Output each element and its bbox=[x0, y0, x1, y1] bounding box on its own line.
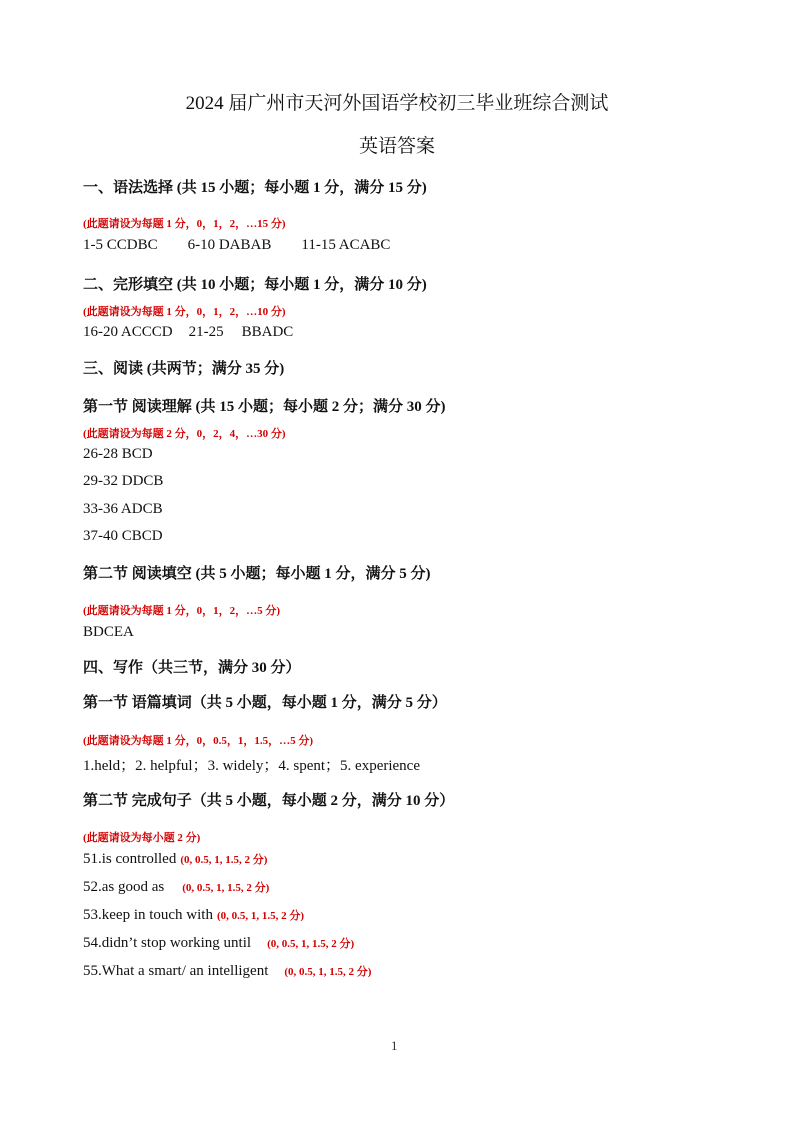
item-answer: 53.keep in touch with bbox=[83, 907, 213, 923]
list-item bbox=[83, 963, 371, 980]
section4-part2-note: (此题请设为每小题 2 分) bbox=[83, 832, 201, 844]
section2-heading: 二、完形填空 (共 10 小题；每小题 1 分，满分 10 分) bbox=[83, 277, 427, 293]
section4-part1-note: (此题请设为每题 1 分，0，0.5，1，1.5，…5 分) bbox=[83, 735, 314, 747]
item-score: (0, 0.5, 1, 1.5, 2 分) bbox=[180, 854, 268, 866]
section4-part1-heading: 第一节 语篇填词（共 5 小题，每小题 1 分，满分 5 分） bbox=[83, 695, 447, 711]
page-number: 1 bbox=[391, 1038, 398, 1053]
answer-line: 1.held；2. helpful；3. widely；4. spent；5. experience bbox=[83, 758, 421, 774]
item-answer: 52.as good as bbox=[83, 879, 165, 895]
answer-group: 21-25 bbox=[188, 324, 224, 340]
section2-note: (此题请设为每题 1 分，0，1，2，…10 分) bbox=[83, 306, 286, 318]
answer-group: 6-10 DABAB bbox=[187, 237, 272, 253]
document-title: 2024 届广州市天河外国语学校初三毕业班综合测试 bbox=[185, 93, 609, 114]
section3-heading: 三、阅读 (共两节；满分 35 分) bbox=[83, 361, 285, 377]
section1-note: (此题请设为每题 1 分，0，1，2，…15 分) bbox=[83, 218, 286, 230]
list-item bbox=[83, 879, 269, 896]
item-score: (0, 0.5, 1, 1.5, 2 分) bbox=[216, 910, 305, 922]
item-answer: 55.What a smart/ an intelligent bbox=[83, 963, 269, 979]
answer-line: BDCEA bbox=[83, 624, 134, 640]
answer-line: 33-36 ADCB bbox=[83, 501, 163, 517]
section4-part2-heading: 第二节 完成句子（共 5 小题，每小题 2 分，满分 10 分） bbox=[83, 793, 455, 809]
document-subtitle: 英语答案 bbox=[358, 136, 435, 157]
section1-answers bbox=[83, 237, 390, 254]
item-score: (0, 0.5, 1, 1.5, 2 分) bbox=[267, 938, 355, 950]
item-answer: 51.is controlled bbox=[83, 851, 177, 867]
answer-line: 26-28 BCD bbox=[83, 446, 153, 462]
section4-heading: 四、写作（共三节，满分 30 分） bbox=[83, 660, 301, 676]
section3-part1-note: (此题请设为每题 2 分，0，2，4，…30 分) bbox=[83, 428, 286, 440]
answer-group: 16-20 ACCCD bbox=[83, 324, 173, 340]
list-item bbox=[83, 907, 304, 924]
section2-answers bbox=[83, 324, 293, 341]
item-answer: 54.didn’t stop working until bbox=[83, 935, 252, 951]
answer-line: 37-40 CBCD bbox=[83, 528, 163, 544]
section3-part2-note: (此题请设为每题 1 分，0，1，2，…5 分) bbox=[83, 605, 281, 617]
list-item bbox=[83, 935, 354, 952]
answer-line: 29-32 DDCB bbox=[83, 473, 164, 489]
answer-group: 1-5 CCDBC bbox=[83, 237, 158, 253]
list-item bbox=[83, 851, 267, 868]
answer-group: 11-15 ACABC bbox=[301, 237, 391, 253]
section3-part1-heading: 第一节 阅读理解 (共 15 小题；每小题 2 分；满分 30 分) bbox=[83, 399, 446, 415]
section1-heading: 一、语法选择 (共 15 小题；每小题 1 分，满分 15 分) bbox=[83, 180, 427, 196]
item-score: (0, 0.5, 1, 1.5, 2 分) bbox=[284, 966, 372, 978]
answer-group: BBADC bbox=[241, 324, 294, 340]
section3-part2-heading: 第二节 阅读填空 (共 5 小题；每小题 1 分，满分 5 分) bbox=[83, 566, 431, 582]
item-score: (0, 0.5, 1, 1.5, 2 分) bbox=[182, 882, 270, 894]
